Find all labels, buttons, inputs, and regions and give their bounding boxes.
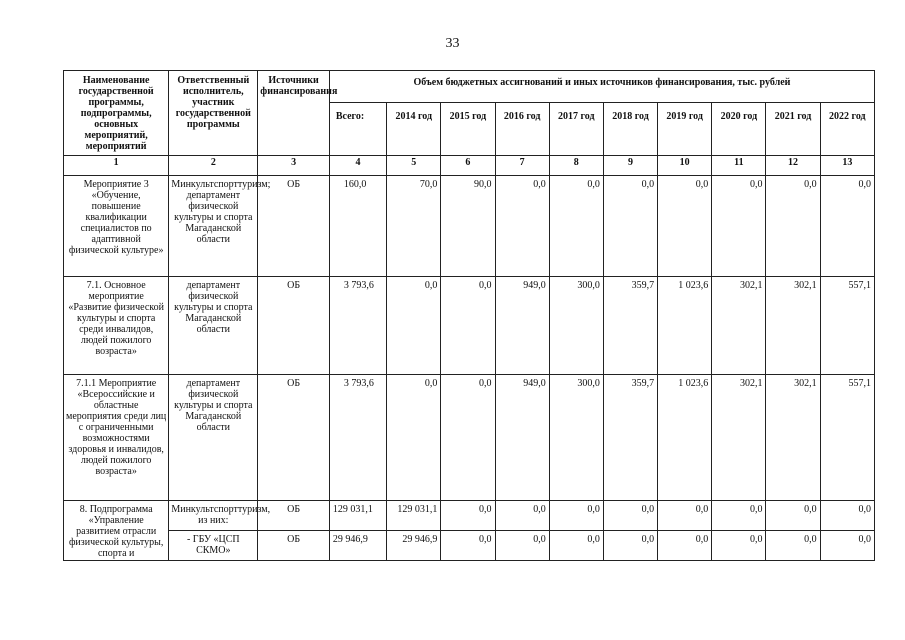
table-row — [64, 501, 875, 531]
header-name: Наименование государственной программы, подпрограммы, основных мероприятий, мероприятий — [64, 71, 169, 156]
row-value: 0,0 — [387, 277, 441, 375]
row-source: ОБ — [258, 531, 330, 561]
row-name: Мероприятие 3 «Обучение, повышение квалификации специалистов по адаптивной физической культуре» — [64, 176, 169, 277]
header-year-2014: 2014 год — [387, 103, 441, 156]
header-volume: Объем бюджетных ассигнований и иных источников финансирования, тыс. рублей — [329, 71, 874, 103]
header-year-2018: 2018 год — [603, 103, 657, 156]
row-value: 557,1 — [820, 277, 874, 375]
row-value: 0,0 — [603, 531, 657, 561]
row-value: 0,0 — [495, 501, 549, 531]
row-value: 90,0 — [441, 176, 495, 277]
row-value: 0,0 — [658, 531, 712, 561]
row-executor: Минкультспорттуризм; департамент физической культуры и спорта Магаданской области — [169, 176, 258, 277]
header-year-2022: 2022 год — [820, 103, 874, 156]
table-row — [64, 375, 875, 501]
row-value: 3 793,6 — [329, 375, 386, 501]
row-value: 70,0 — [387, 176, 441, 277]
row-executor: Минкультспорттуризм, из них: — [169, 501, 258, 531]
row-value: 3 793,6 — [329, 277, 386, 375]
row-value: 29 946,9 — [387, 531, 441, 561]
row-value: 300,0 — [549, 277, 603, 375]
table-row — [64, 277, 875, 375]
row-value: 0,0 — [549, 501, 603, 531]
row-value: 160,0 — [329, 176, 386, 277]
col-number: 4 — [329, 156, 386, 176]
row-value: 1 023,6 — [658, 375, 712, 501]
row-value: 0,0 — [495, 531, 549, 561]
row-value: 300,0 — [549, 375, 603, 501]
budget-table — [63, 70, 875, 561]
row-value: 0,0 — [820, 501, 874, 531]
header-executor: Ответственный исполнитель, участник государственной программы — [169, 71, 258, 156]
col-number: 9 — [603, 156, 657, 176]
row-source: ОБ — [258, 501, 330, 531]
header-total: Всего: — [329, 103, 386, 156]
row-value: 29 946,9 — [329, 531, 386, 561]
row-value: 302,1 — [766, 375, 820, 501]
row-value: 0,0 — [766, 531, 820, 561]
row-value: 302,1 — [766, 277, 820, 375]
row-name: 7.1. Основное мероприятие «Развитие физической культуры и спорта среди инвалидов, людей пожилого возраста» — [64, 277, 169, 375]
col-number: 5 — [387, 156, 441, 176]
row-value: 0,0 — [441, 277, 495, 375]
col-number: 7 — [495, 156, 549, 176]
col-number: 2 — [169, 156, 258, 176]
header-year-2017: 2017 год — [549, 103, 603, 156]
row-value: 0,0 — [441, 531, 495, 561]
row-value: 0,0 — [712, 501, 766, 531]
col-number: 12 — [766, 156, 820, 176]
row-name: 8. Подпрограмма «Управление развитием отрасли физической культуры, спорта и — [64, 501, 169, 561]
row-executor: департамент физической культуры и спорта Магаданской области — [169, 375, 258, 501]
row-value: 359,7 — [603, 277, 657, 375]
row-value: 0,0 — [387, 375, 441, 501]
header-source: Источники финансирования — [258, 71, 330, 156]
col-number: 6 — [441, 156, 495, 176]
row-value: 0,0 — [549, 176, 603, 277]
row-value: 0,0 — [603, 176, 657, 277]
row-value: 0,0 — [495, 176, 549, 277]
row-value: 129 031,1 — [329, 501, 386, 531]
header-year-2019: 2019 год — [658, 103, 712, 156]
row-value: 0,0 — [658, 501, 712, 531]
row-value: 302,1 — [712, 375, 766, 501]
row-value: 129 031,1 — [387, 501, 441, 531]
row-source: ОБ — [258, 176, 330, 277]
column-number-row — [64, 156, 875, 176]
table-row — [64, 531, 875, 561]
header-year-2015: 2015 год — [441, 103, 495, 156]
row-executor: - ГБУ «ЦСП СКМО» — [169, 531, 258, 561]
row-executor: департамент физической культуры и спорта Магаданской области — [169, 277, 258, 375]
col-number: 11 — [712, 156, 766, 176]
col-number: 10 — [658, 156, 712, 176]
row-source: ОБ — [258, 277, 330, 375]
row-value: 0,0 — [441, 375, 495, 501]
row-value: 557,1 — [820, 375, 874, 501]
row-value: 0,0 — [441, 501, 495, 531]
row-value: 0,0 — [549, 531, 603, 561]
header-year-2020: 2020 год — [712, 103, 766, 156]
row-value: 949,0 — [495, 277, 549, 375]
col-number: 8 — [549, 156, 603, 176]
page-number: 33 — [445, 36, 460, 51]
row-value: 0,0 — [820, 531, 874, 561]
row-value: 0,0 — [766, 176, 820, 277]
row-value: 302,1 — [712, 277, 766, 375]
row-value: 359,7 — [603, 375, 657, 501]
row-value: 0,0 — [712, 176, 766, 277]
row-value: 949,0 — [495, 375, 549, 501]
row-name: 7.1.1 Мероприятие «Всероссийские и областные мероприятия среди лиц с ограниченными возможностями здоровья и инвалидов, людей пожилого возраста» — [64, 375, 169, 501]
header-year-2021: 2021 год — [766, 103, 820, 156]
col-number: 3 — [258, 156, 330, 176]
table-row — [64, 176, 875, 277]
row-value: 0,0 — [766, 501, 820, 531]
row-value: 0,0 — [603, 501, 657, 531]
col-number: 1 — [64, 156, 169, 176]
row-source: ОБ — [258, 375, 330, 501]
row-value: 0,0 — [820, 176, 874, 277]
row-value: 0,0 — [658, 176, 712, 277]
row-value: 1 023,6 — [658, 277, 712, 375]
row-value: 0,0 — [712, 531, 766, 561]
col-number: 13 — [820, 156, 874, 176]
header-year-2016: 2016 год — [495, 103, 549, 156]
